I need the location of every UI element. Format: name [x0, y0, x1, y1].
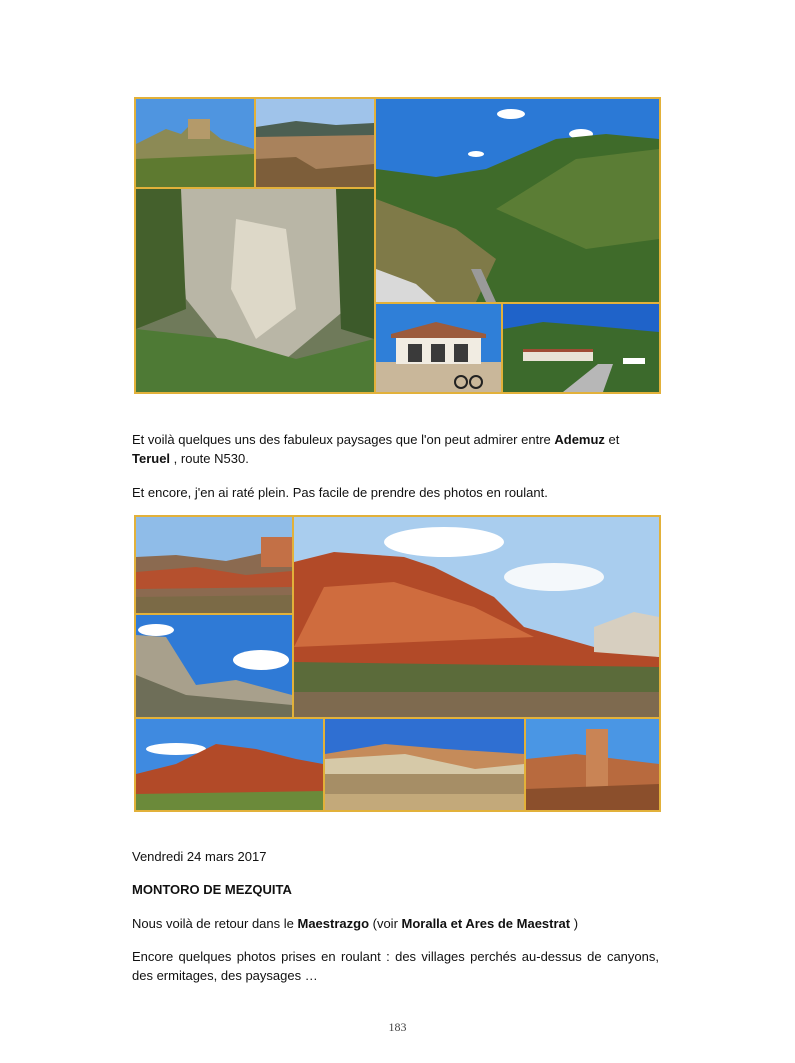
- paragraph-text: et: [604, 432, 620, 447]
- paragraph-maestrazgo: [132, 914, 659, 933]
- photo-hermitage: [376, 304, 501, 392]
- paragraph-missed-photos: [132, 483, 659, 502]
- photo-red-cliffs-small: [136, 517, 292, 613]
- photo-collage-1: [134, 97, 661, 394]
- paragraph-text: Nous voilà de retour dans le: [132, 916, 298, 931]
- date-text: Vendredi 24 mars 2017: [132, 849, 267, 864]
- date-line: [132, 847, 659, 866]
- section-heading: [132, 880, 659, 899]
- link-moralla-ares: Moralla et Ares de Maestrat: [401, 916, 571, 931]
- paragraph-villages: [132, 947, 659, 985]
- heading-text: MONTORO DE MEZQUITA: [132, 882, 292, 897]
- photo-collage-2: [134, 515, 661, 812]
- place-maestrazgo: Maestrazgo: [297, 916, 370, 931]
- photo-village-road: [503, 304, 659, 392]
- photo-rock-pillar: [526, 719, 659, 810]
- photo-poplar-field: [325, 719, 524, 810]
- photo-grey-hills: [136, 615, 292, 717]
- photo-dry-plain: [256, 99, 374, 187]
- paragraph-landscapes: [132, 430, 659, 468]
- place-teruel: Teruel: [132, 451, 171, 466]
- photo-canyon-gorge: [136, 189, 374, 392]
- paragraph-text: , route N530.: [170, 451, 249, 466]
- paragraph-text: Et encore, j'en ai raté plein. Pas facile de prendre des photos en roulant.: [132, 485, 548, 500]
- paragraph-text: Et voilà quelques uns des fabuleux paysages que l'on peut admirer entre: [132, 432, 555, 447]
- photo-valley-road: [376, 99, 659, 302]
- paragraph-text: ): [570, 916, 579, 931]
- photo-red-ridge: [136, 719, 323, 810]
- page-number: 183: [388, 1020, 407, 1034]
- place-ademuz: Ademuz: [554, 432, 605, 447]
- paragraph-text: (voir: [369, 916, 402, 931]
- photo-rocky-hill: [136, 99, 254, 187]
- paragraph-text: Encore quelques photos prises en roulant : des villages perchés au-dessus de canyons, des ermitages, des paysages …: [132, 949, 659, 983]
- photo-red-cliff-large: [294, 517, 659, 717]
